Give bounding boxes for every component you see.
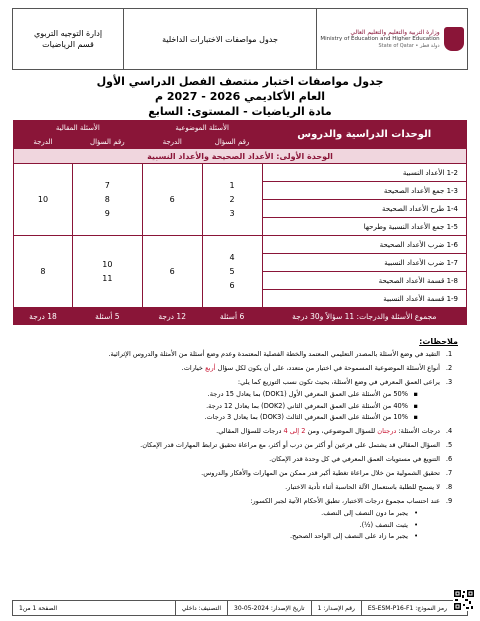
notes-title: ملاحظات: — [419, 337, 458, 346]
note-item: 9. عند احتساب مجموع درجات الاختبار، تطبق الأحكام الآتية لجبر الكسور: — [250, 496, 453, 505]
qr-code-icon — [453, 589, 475, 611]
footer-date: تاريخ الإصدار: 2024-05-30 — [227, 601, 311, 615]
title-line3: مادة الرياضيات - المستوى: السابع — [148, 105, 332, 118]
obj-score: 6 — [142, 164, 202, 236]
department-line1: إدارة التوجيه التربوي — [33, 29, 103, 38]
note-item: 4. درجات الأسئلة: درجتان للسؤال الموضوعي، ومن 2 إلى 4 درجات للسؤال المقالي. — [216, 427, 453, 436]
unit-title: الوحدة الأولى: الأعداد الصحيحة والأعداد النسبية — [14, 149, 467, 164]
note-item: 7. تحقيق الشمولية من خلال مراعاة تغطية أكبر قدر ممكن من المهارات والأفكار والدروس. — [201, 469, 453, 478]
lesson-row: 1-3 جمع الأعداد الصحيحة — [262, 182, 467, 200]
note-item: 2. أنواع الأسئلة الموضوعية المسموحة في اختيار من متعدد، على أن يكون لكل سؤال أربع خيارات. — [181, 363, 453, 372]
obj-question-numbers: 4 5 6 — [202, 236, 262, 308]
header-essay: الأسئلة المقالية — [14, 121, 143, 135]
header-obj-score: الدرجة — [142, 135, 202, 149]
title-line1: جدول مواصفات اختبار منتصف الفصل الدراسي الأول — [96, 75, 384, 88]
essay-question-numbers: 10 11 — [72, 236, 142, 308]
sum-obj-score: 12 درجة — [142, 308, 202, 325]
header-obj-qnum: رقم السؤال — [202, 135, 262, 149]
sum-essay-count: 5 أسئلة — [72, 308, 142, 325]
dok-item: ▪ 50% من الأسئلة على العمق المعرفي الأول (DOK1) بما يعادل 15 درجة. — [207, 389, 418, 398]
lesson-row: 1-9 قسمة الأعداد النسبية — [262, 290, 467, 308]
lesson-row: 1-8 قسمة الأعداد الصحيحة — [262, 272, 467, 290]
note-item: 6. التنويع في مستويات العمق المعرفي في كل وحدة قدر الإمكان. — [269, 455, 453, 464]
essay-question-numbers: 7 8 9 — [72, 164, 142, 236]
dok-item: ▪ 40% من الأسئلة على العمق المعرفي الثاني (DOK2) بما يعادل 12 درجة. — [206, 401, 418, 410]
lesson-row: 1-2 الأعداد النسبية — [262, 164, 467, 182]
lesson-row: 1-4 طرح الأعداد الصحيحة — [262, 200, 467, 218]
dok-item: ▪ 10% من الأسئلة على العمق المعرفي الثالث (DOK3) بما يعادل 3 درجات. — [204, 413, 418, 422]
obj-question-numbers: 1 2 3 — [202, 164, 262, 236]
note-item: 3. يراعى العمق المعرفي في وضع الأسئلة، بحيث تكون نسب التوزيع كما يلي: — [237, 377, 453, 386]
footer-page-number: الصفحة 1 من1 — [19, 604, 58, 612]
ministry-subtitle: State of Qatar • دولة قطر — [378, 42, 440, 49]
document-header — [12, 8, 468, 70]
document-titles — [60, 74, 420, 119]
document-footer — [12, 600, 468, 616]
obj-score: 6 — [142, 236, 202, 308]
specifications-table — [13, 120, 467, 325]
header-essay-qnum: رقم السؤال — [72, 135, 142, 149]
essay-score: 10 — [14, 164, 73, 236]
rounding-item: • يجبر ما زاد على النصف إلى الواحد الصحيح. — [290, 532, 418, 541]
essay-score: 8 — [14, 236, 73, 308]
header-title: جدول مواصفات الاختبارات الداخلية — [123, 9, 316, 69]
sum-essay-score: 18 درجة — [14, 308, 73, 325]
sum-obj-count: 6 أسئلة — [202, 308, 262, 325]
header-objective: الأسئلة الموضوعية — [142, 121, 262, 135]
header-units: الوحدات الدراسية والدروس — [262, 121, 467, 149]
note-item: 1. التقيد في وضع الأسئلة بالمصدر التعليمي المعتمد والخطة الفصلية المعتمدة وعدم وضع أسئلة من الأمثلة والدروس الإثرائية. — [108, 350, 453, 358]
department-line2: قسم الرياضيات — [42, 40, 94, 49]
department-block — [13, 9, 123, 69]
lesson-row: 1-6 ضرب الأعداد الصحيحة — [262, 236, 467, 254]
title-line2: العام الأكاديمي 2026 - 2027 م — [154, 90, 326, 103]
ministry-name-en: Ministry of Education and Higher Education — [320, 35, 440, 42]
footer-version: رقم الإصدار: 1 — [311, 601, 361, 615]
footer-classification: التصنيف: داخلي — [175, 601, 227, 615]
sum-label: مجموع الأسئلة والدرجات: 11 سؤالاً و30 درجة — [262, 308, 467, 325]
rounding-item: • يثبت النصف (½). — [359, 520, 418, 529]
header-essay-score: الدرجة — [14, 135, 73, 149]
ministry-logo-block — [316, 9, 467, 69]
ministry-name-ar: وزارة التربية والتعليم والتعليم العالي — [350, 28, 440, 36]
lesson-row: 1-7 ضرب الأعداد النسبية — [262, 254, 467, 272]
qatar-emblem-icon — [444, 27, 464, 51]
footer-form-code: رمز النموذج: ES-ESM-P16-F1 — [361, 601, 467, 615]
lesson-row: 1-5 جمع الأعداد النسبية وطرحها — [262, 218, 467, 236]
rounding-item: • يجبر ما دون النصف إلى النصف. — [321, 508, 418, 517]
note-item: 8. لا يسمح للطلبة باستعمال الآلة الحاسبة أثناء تأدية الاختبار. — [285, 482, 453, 491]
notes-list — [22, 350, 458, 544]
note-item: 5. السؤال المقالي قد يشتمل على فرعين أو أكثر من درب أو أكثر، مع مراعاة تحقيق ترابط المهارات قدر الإمكان. — [140, 441, 453, 450]
